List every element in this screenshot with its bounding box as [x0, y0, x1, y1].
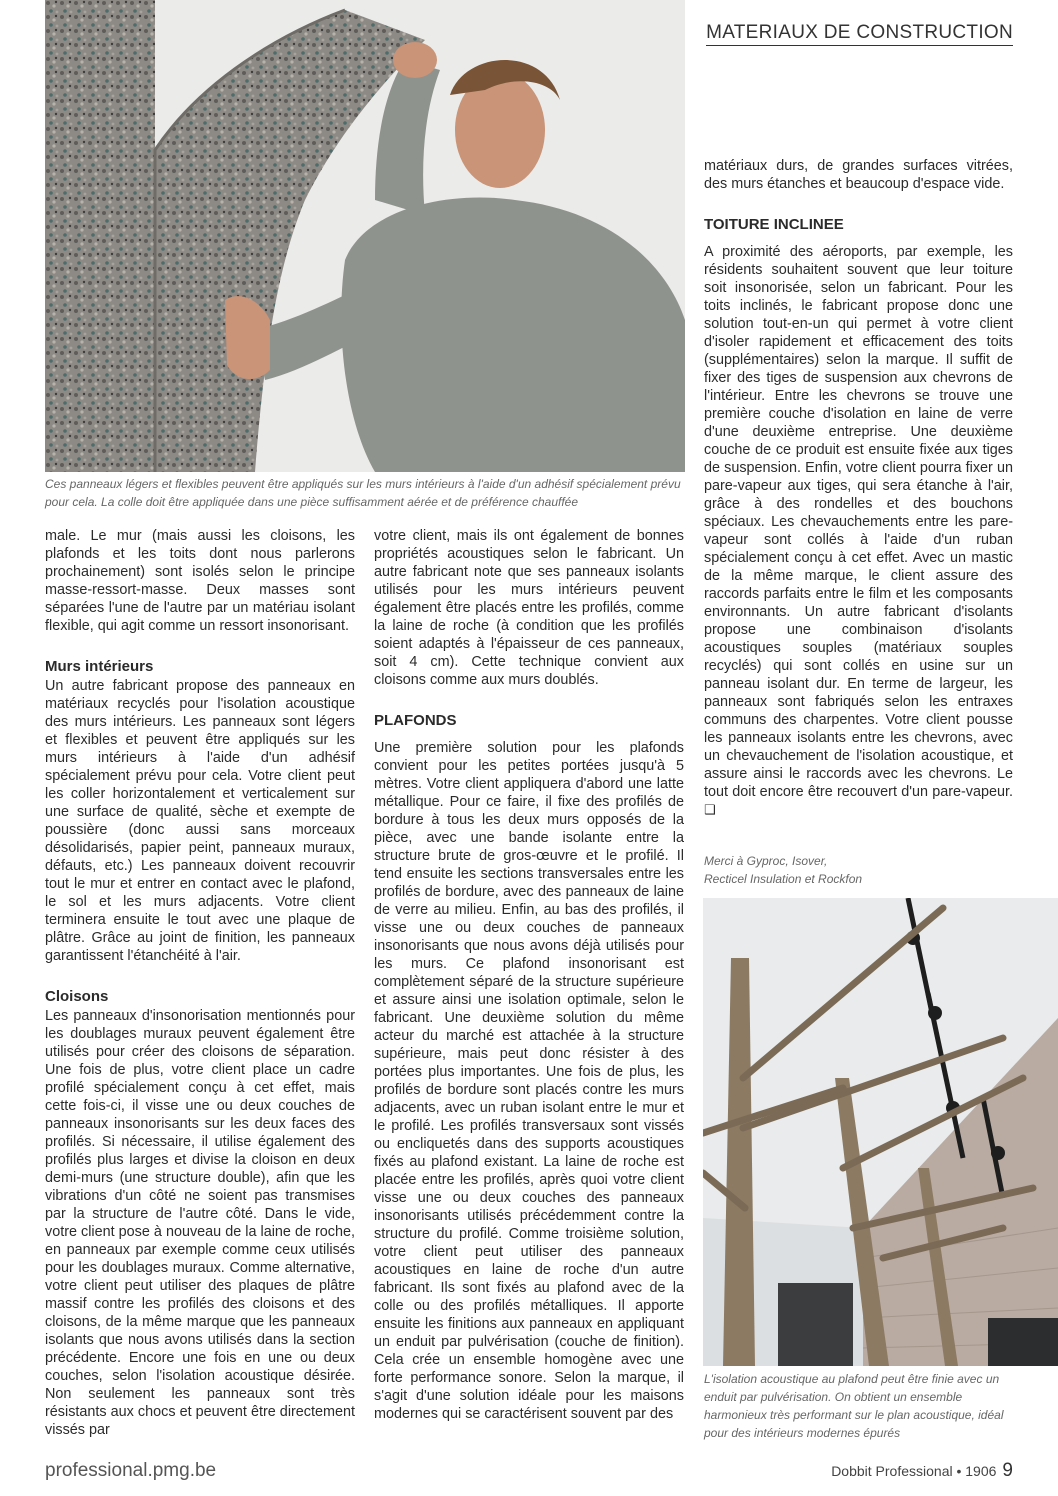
column-1 [45, 527, 355, 1439]
heading-cloisons: Cloisons [45, 988, 109, 1005]
end-of-article-icon: ❑ [704, 802, 716, 817]
thanks-credits [704, 852, 1014, 888]
col3-intro: matériaux durs, de grandes surfaces vitrées, des murs étanches et beaucoup d'espace vide. [704, 158, 1013, 192]
heading-murs-interieurs: Murs intérieurs [45, 658, 154, 675]
col1-intro: male. Le mur (mais aussi les cloisons, les plafonds et les toits dont nous parlerons prochainement) sont isolés selon le principe masse-ressort-masse. Deux masses sont séparées l'une de l'autre par un matériau isolant flexible, qui agit comme un ressort insonorisant. [45, 528, 355, 634]
thanks-line-2: Recticel Insulation et Rockfon [704, 872, 863, 886]
column-3 [704, 157, 1013, 819]
photo-man-applying-panel [45, 0, 685, 472]
photo-bottom-caption: L'isolation acoustique au plafond peut être finie avec un enduit par pulvérisation. On obtient un ensemble harmonieux très performant sur le plan acoustique, idéal pour des intérieurs modernes épurés [704, 1372, 1004, 1440]
footer-website-link[interactable]: professional.pmg.be [45, 1460, 217, 1481]
ceiling-photo-illustration [703, 898, 1058, 1366]
col3-toiture-paragraph [704, 243, 1013, 819]
panel-photo-illustration [45, 0, 685, 472]
heading-plafonds: PLAFONDS [374, 712, 457, 729]
page-number: 9 [1002, 1460, 1013, 1481]
thanks-line-1: Merci à Gyproc, Isover, [704, 854, 828, 868]
col3-toiture-text: A proximité des aéroports, par exemple, les résidents souhaitent souvent que leur toiture soit insonorisée, selon un fabricant. Pour les toits inclinés, le fabricant propose donc une solution tout-en-un qui permet à votre client d'isoler rapidement et efficacement des toits (supplémentaires) selon la marque. Il suffit de fixer des tiges de suspension aux chevrons de l'intérieur. Entre les chevrons se trouve une première couche d'isolation en laine de verre d'une deuxième entreprise. Une deuxième couche de ce produit est ensuite fixée aux tiges de suspension. Enfin, votre client pourra fixer un pare-vapeur aux tiges, qui sera étanche à l'air, grâce à des rondelles et des bouchons spéciaux. Les chevauchements entre les pare-vapeur sont collés à l'aide d'un ruban spécialement conçu à cet effet. Avec un mastic de la même marque, le client assure des raccords parfaits entre le film et les composants environnants. Un autre fabricant d'isolants propose une combinaison d'isolants acoustiques souples (matériaux souples recyclés) qui sont collés en usine sur un panneau isolant dur. En terme de largeur, les panneaux sont fabriqués selon les entraxes communs des charpentes. Votre client pousse les panneaux isolants entre les chevrons, avec un chevauchement de l'isolation acoustique, et assure ainsi le raccords avec les chevrons. Le tout doit encore être recouvert d'un pare-vapeur. [704, 244, 1013, 800]
col1-murs-paragraph: Un autre fabricant propose des panneaux en matériaux recyclés pour l'isolation acoustique des murs intérieurs. Les panneaux sont légers et flexibles et peuvent être appliqués sur les murs intérieurs à l'aide d'un adhésif spécialement prévu pour cela. Votre client peut les coller horizontalement et verticalement sur une surface de qualité, sèche et exempte de poussière (donc aussi sans morceaux désolidarisés, papier peint, panneaux muraux, défauts, etc.) Les panneaux doivent recouvrir tout le mur et entrer en contact avec le plafond, le sol et les murs adjacents. Votre client terminera ensuite le tout avec une plaque de plâtre. Grâce au joint de finition, les panneaux garantissent l'étanchéité à l'air. [45, 678, 355, 964]
photo-top-caption: Ces panneaux légers et flexibles peuvent être appliqués sur les murs intérieurs à l'aide d'un adhésif spécialement prévu pour cela. La colle doit être appliquée dans une pièce suffisamment aérée et de préférence chauffée [45, 477, 681, 509]
column-2 [374, 527, 684, 1423]
photo-acoustic-ceiling [703, 898, 1058, 1366]
section-header: MATERIAUX DE CONSTRUCTION [706, 22, 1013, 46]
footer-magazine-name: Dobbit Professional • 1906 [831, 1463, 997, 1479]
footer-magazine-info [831, 1460, 1013, 1482]
col2-plafonds-paragraph: Une première solution pour les plafonds convient pour les petites portées jusqu'à 5 mètres. Votre client appliquera d'abord une latte métallique. Pour ce faire, il fixe des profilés de bordure à tous les deux murs opposés de la pièce, avec une bande isolante entre la structure brute de gros-œuvre et le profilé. Il tend ensuite les sections transversales entre les profilés de bordure, avec des panneaux de laine de verre au milieu. Enfin, au bas des profilés, il visse une ou deux couches de panneaux insonorisants que nous avons déjà utilisés pour les murs. Ce plafond insonorisant est complètement séparé de la structure supérieure et assure ainsi une isolation optimale, selon le fabricant. Une deuxième solution du même acteur du marché est attachée à la structure supérieure, mais peut donc résister à des portées plus importantes. Une fois de plus, les profilés de bordure sont placés contre les murs adjacents, avec un ruban isolant entre le mur et le profilé. Les profilés transversaux sont vissés ou encliquetés dans des supports acoustiques fixés au plafond existant. La laine de roche est placée entre les profilés, après quoi votre client visse une ou deux couches des panneaux insonorisants utilisés précédemment contre la structure du profilé. Comme troisième solution, votre client peut utiliser des panneaux acoustiques en laine de roche d'un autre fabricant. Ils sont fixés au plafond avec de la colle ou des profilés métalliques. Il apporte ensuite les finitions aux panneaux en appliquant un enduit par pulvérisation (couche de finition). Cela crée un ensemble homogène avec une forte performance sonore. Selon la marque, il s'agit d'une solution idéale pour les maisons modernes qui se caractérisent souvent par des [374, 740, 684, 1422]
heading-toiture-inclinee: TOITURE INCLINEE [704, 216, 844, 233]
col1-cloisons-paragraph: Les panneaux d'insonorisation mentionnés pour les doublages muraux peuvent également être utilisés pour créer des cloisons de séparation. Une fois de plus, votre client place un cadre profilé spécialement conçu à cet effet, mais cette fois-ci, il visse une ou deux couches de panneaux insonorisants sur les deux faces des profilés. Si nécessaire, il utilise également des profilés plus larges et divise la cloison en deux demi-murs (une structure double), afin que les vibrations d'un côté ne soient pas transmises par la structure de l'autre côté. Dans le vide, votre client pose à nouveau de la laine de roche, en panneaux par exemple comme ceux utilisés pour les doublages muraux. Comme alternative, votre client peut utiliser des plaques de plâtre massif contre les profilés des cloisons et des cloisons, de la même marque que les panneaux isolants que nous avons utilisés dans la section précédente. Encore une fois en une ou deux couches, selon l'isolation acoustique désirée. Non seulement les panneaux sont très résistants aux chocs et peuvent être directement vissés par [45, 1008, 355, 1438]
col2-intro: votre client, mais ils ont également de bonnes propriétés acoustiques selon le fabricant. Un autre fabricant note que ses panneaux isolants utilisés pour les murs intérieurs peuvent également être placés entre les profilés, comme la laine de roche (à condition que les profilés soient adaptés à l'épaisseur de ces panneaux, soit 4 cm). Cette technique convient aux cloisons comme aux murs doublés. [374, 528, 684, 688]
